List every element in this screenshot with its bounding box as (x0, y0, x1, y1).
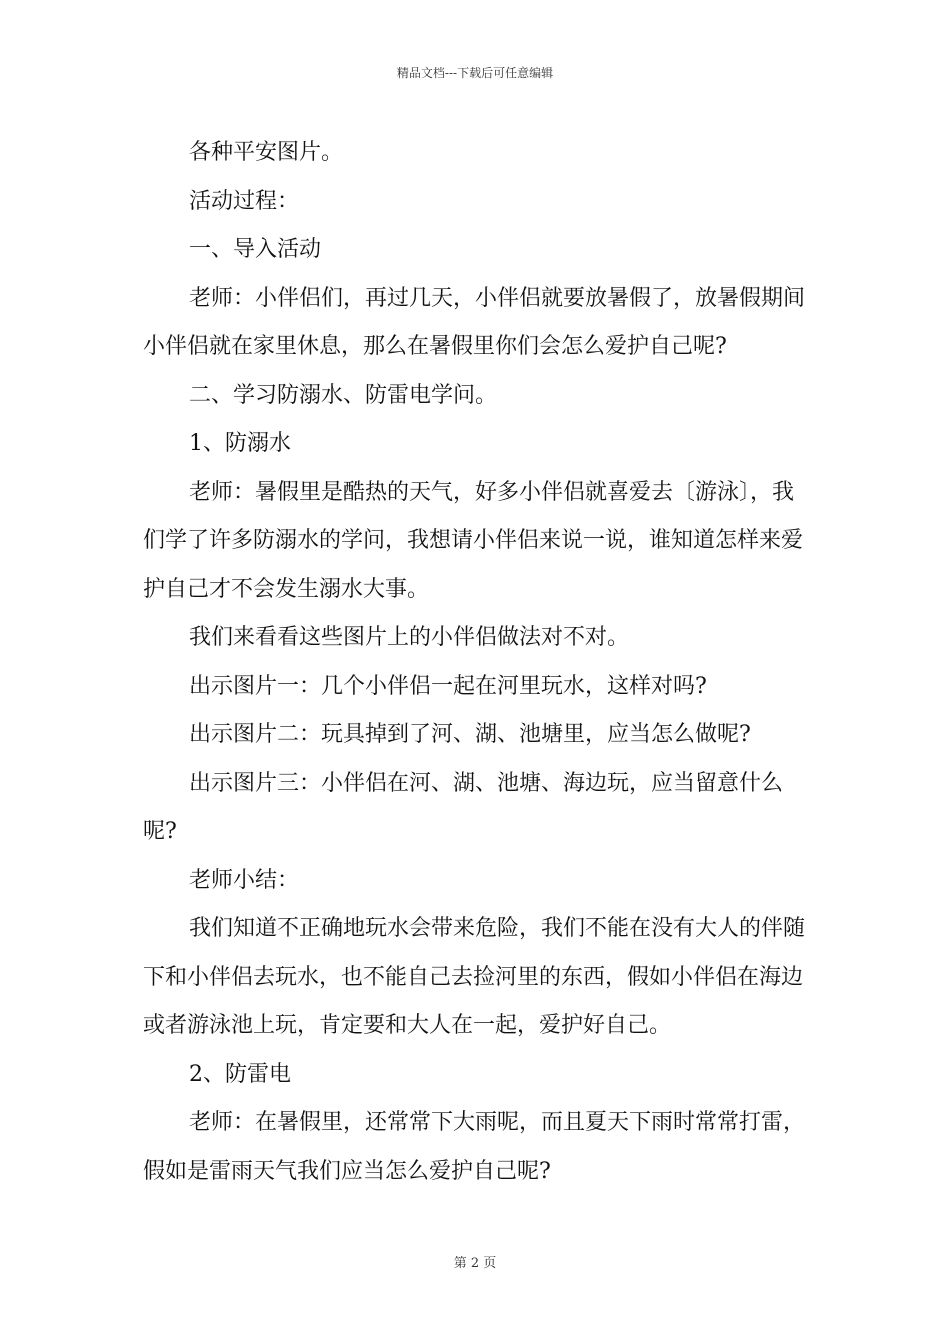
paragraph: 老师：暑假里是酷热的天气，好多小伴侣就喜爱去〔游泳〕，我们学了许多防溺水的学问，我想请小伴侣来说一说，谁知道怎样来爱护自己才不会发生溺水大事。 (143, 479, 804, 602)
paragraph: 老师：小伴侣们，再过几天，小伴侣就要放暑假了，放暑假期间小伴侣就在家里休息，那么在暑假里你们会怎么爱护自己呢? (143, 285, 806, 359)
paragraph: 出示图片三：小伴侣在河、湖、池塘、海边玩，应当留意什么呢? (143, 770, 784, 844)
paragraph: 我们知道不正确地玩水会带来危险，我们不能在没有大人的伴随下和小伴侣去玩水，也不能自己去捡河里的东西，假如小伴侣在海边或者游泳池上玩，肯定要和大人在一起，爱护好自己。 (143, 916, 806, 1038)
paragraph: 老师：在暑假里，还常常下大雨呢，而且夏天下雨时常常打雷，假如是雷雨天气我们应当怎么爱护自己呢? (143, 1110, 806, 1184)
document-body (143, 129, 813, 1196)
paragraph: 出示图片二：玩具掉到了河、湖、池塘里，应当怎么做呢? (189, 722, 751, 747)
page-header: 精品文档---下载后可任意编辑 (396, 66, 554, 80)
section-heading: 二、学习防溺水、防雷电学问。 (189, 382, 498, 408)
page-number: 第 2 页 (453, 1256, 497, 1271)
paragraph: 活动过程： (189, 188, 300, 214)
paragraph: 我们来看看这些图片上的小伴侣做法对不对。 (189, 625, 630, 650)
subsection-heading: 1、防溺水 (189, 431, 291, 456)
paragraph: 出示图片一：几个小伴侣一起在河里玩水，这样对吗? (189, 673, 707, 699)
paragraph: 各种平安图片。 (189, 140, 344, 165)
subsection-heading: 2、防雷电 (189, 1061, 291, 1087)
paragraph: 老师小结： (189, 867, 300, 893)
section-heading: 一、导入活动 (189, 237, 322, 262)
